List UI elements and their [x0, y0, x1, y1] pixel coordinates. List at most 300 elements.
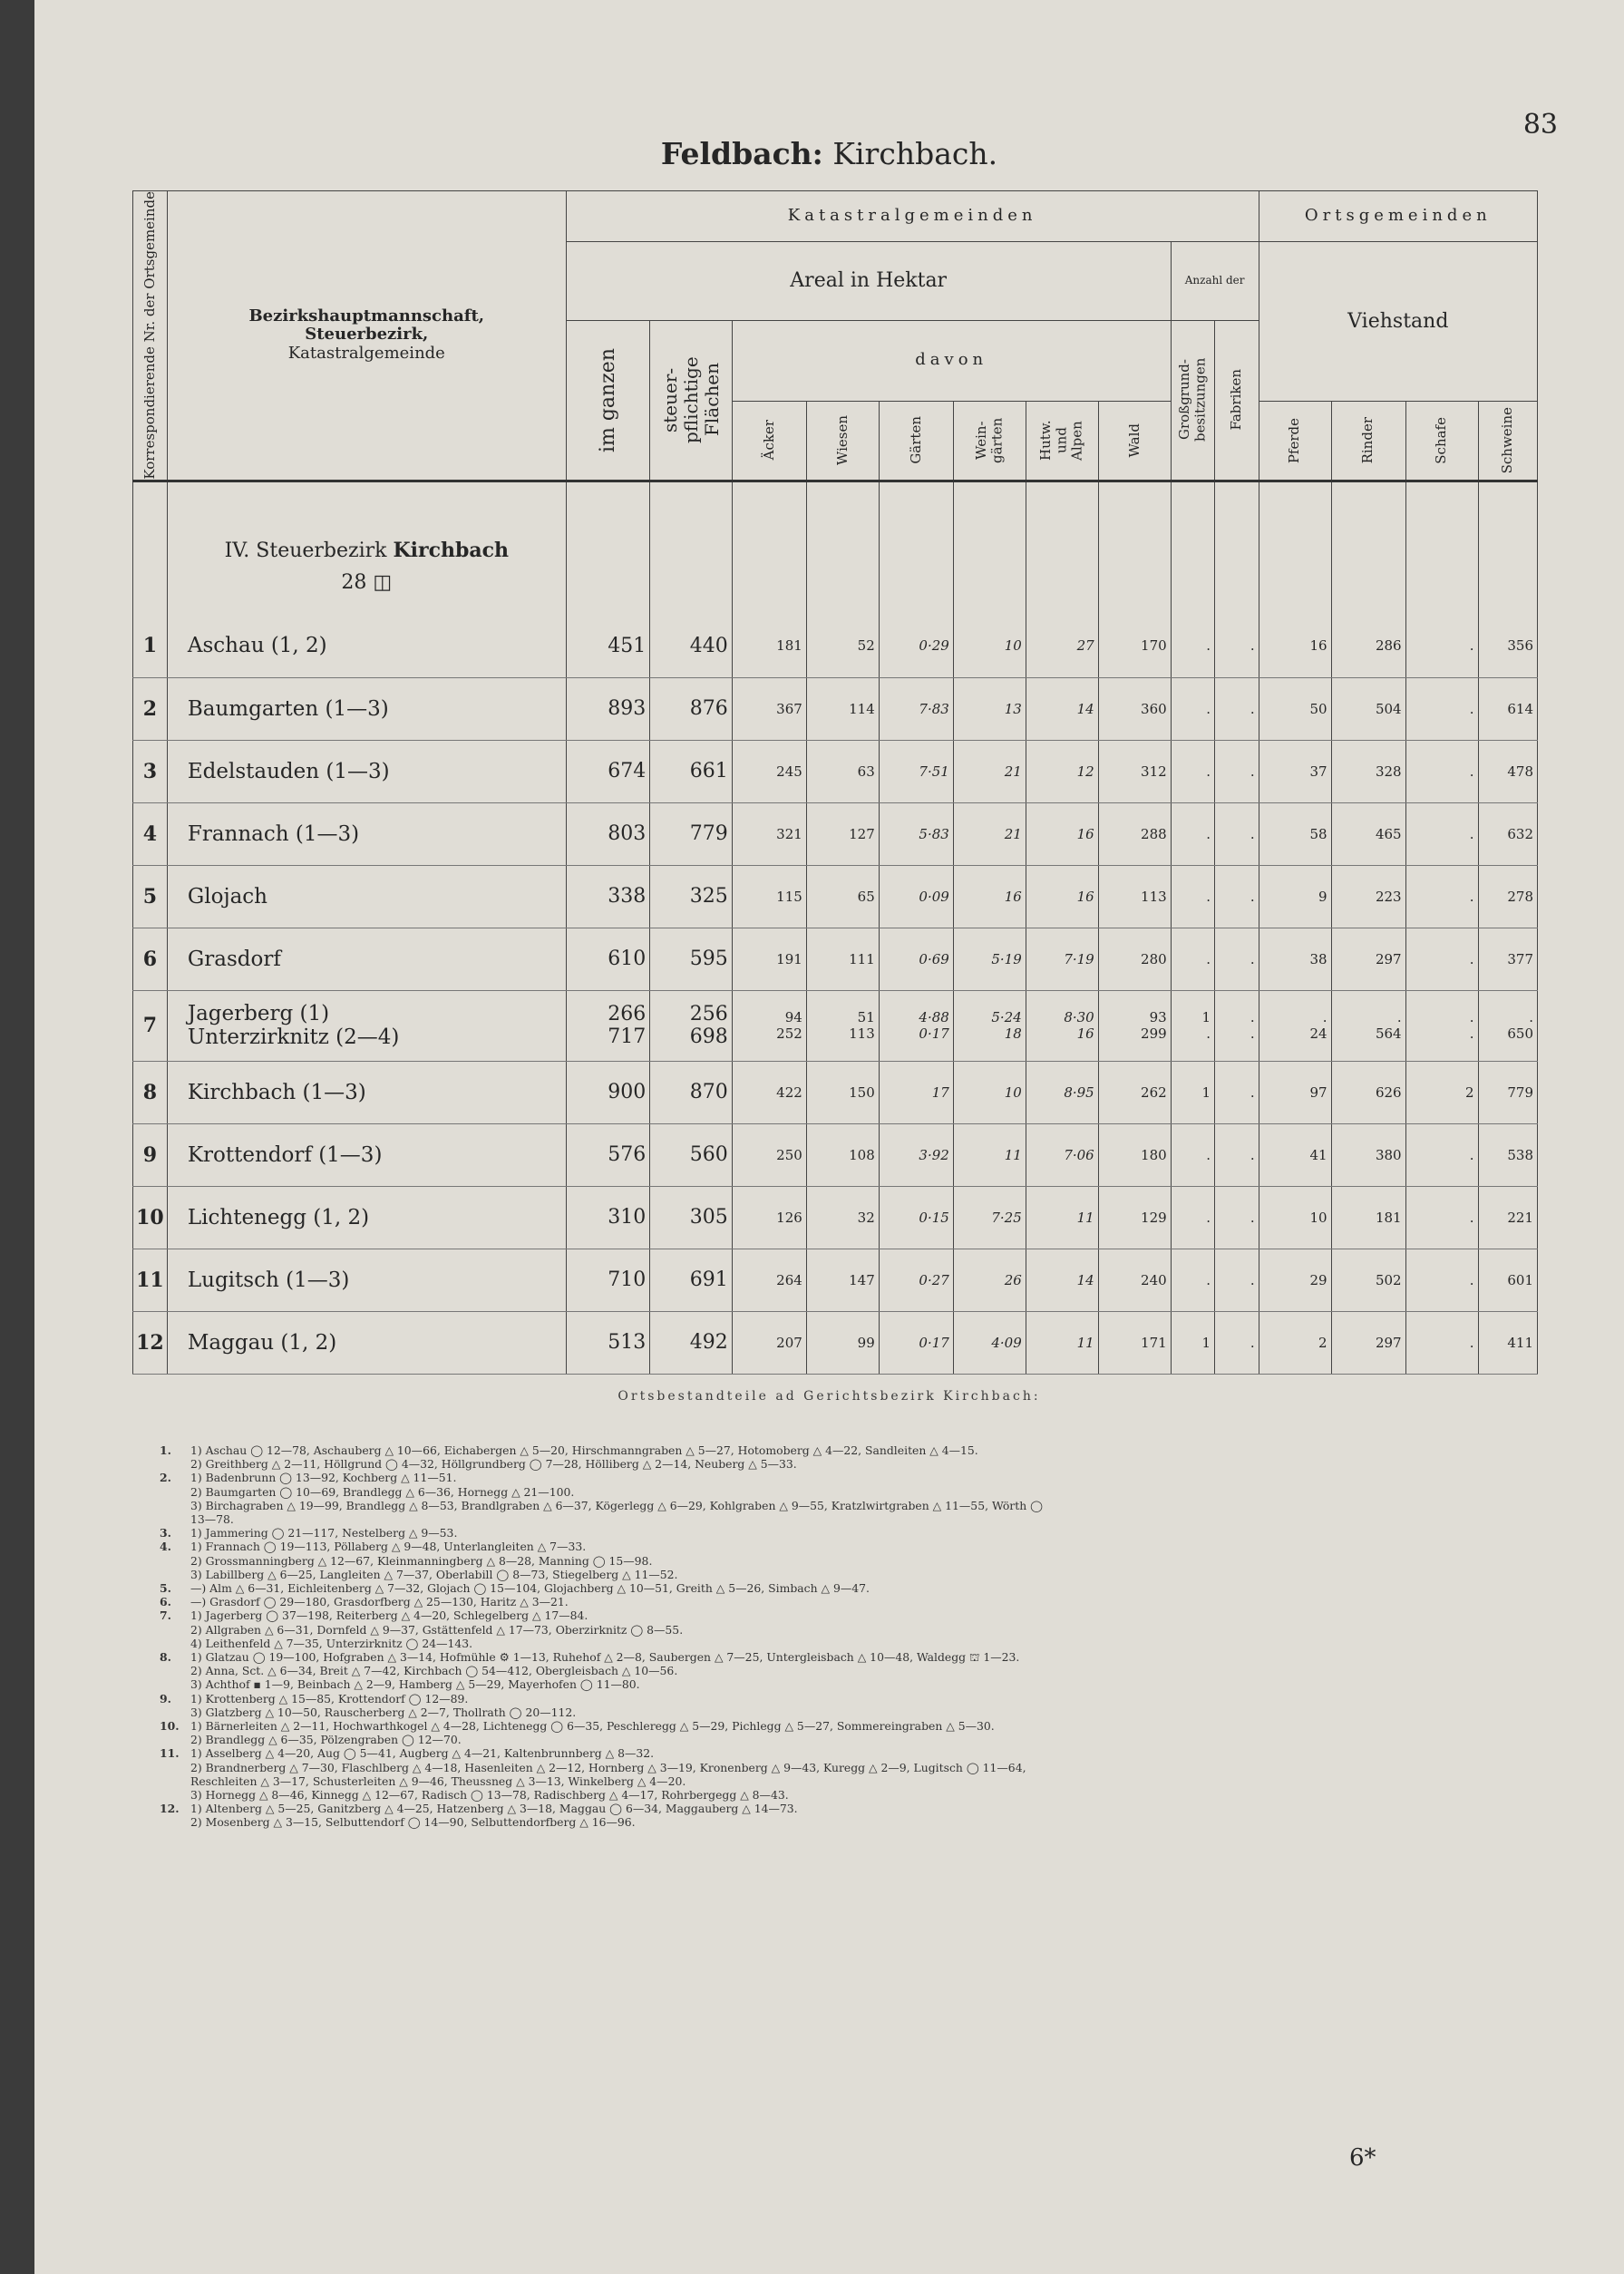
note-text: 3) Glatzberg △ 10—50, Rauscherberg △ 2—7, Thollrath ◯ 20—112.	[190, 1705, 577, 1719]
cell-hutw	[1026, 677, 1098, 740]
cell-value: .	[1206, 888, 1211, 905]
cell-fabr	[1215, 865, 1259, 928]
cell-total	[566, 1061, 650, 1123]
cell-value: 779	[1507, 1084, 1533, 1101]
cell-value: 0·17	[919, 1025, 949, 1043]
cell-value: .	[1529, 1009, 1533, 1026]
cell-schafe	[1405, 615, 1478, 677]
cell-value: 111	[849, 950, 875, 967]
cell-fabr	[1215, 1186, 1259, 1249]
cell-steuer	[650, 1123, 732, 1186]
cell-hutw	[1026, 1311, 1098, 1374]
cell-value: 240	[1141, 1271, 1167, 1288]
cell-wein	[953, 802, 1026, 865]
cell-schafe	[1405, 1061, 1478, 1123]
cell-value: .	[1206, 1271, 1211, 1288]
cell-value: 367	[776, 700, 802, 717]
cell-wein	[953, 740, 1026, 802]
page-footer: 6*	[1349, 2144, 1376, 2172]
cell-value: 13	[1004, 700, 1022, 717]
cell-schweine	[1478, 615, 1537, 677]
row-name	[167, 1123, 566, 1186]
cell-value: 614	[1507, 700, 1533, 717]
note-line	[160, 1664, 1529, 1677]
note-number: 12.	[160, 1802, 180, 1816]
cell-schafe	[1405, 677, 1478, 740]
cell-acker	[732, 1186, 806, 1249]
table-row	[133, 677, 1538, 740]
note-line	[160, 1443, 1529, 1457]
cell-value: 451	[608, 634, 647, 657]
cell-gross	[1171, 865, 1214, 928]
cell-value: 97	[1309, 1084, 1327, 1101]
cell-value: .	[1469, 1271, 1474, 1288]
cell-value: 113	[849, 1025, 875, 1043]
cell-value: 7·06	[1064, 1146, 1094, 1163]
cell-wiesen	[806, 740, 879, 802]
cell-value: .	[1469, 1146, 1474, 1163]
note-number	[160, 1623, 190, 1637]
scan-edge	[0, 0, 34, 2274]
cell-value: 717	[608, 1025, 647, 1049]
cell-value: 674	[608, 760, 647, 783]
cell-schweine	[1478, 802, 1537, 865]
title-district: Feldbach:	[660, 136, 823, 171]
row-index: 4	[133, 802, 168, 865]
section-row	[133, 481, 1538, 615]
cell-value: 650	[1507, 1025, 1533, 1043]
cell-wiesen	[806, 1311, 879, 1374]
cell-value: 181	[776, 637, 802, 655]
cell-gaerten	[879, 802, 953, 865]
cell-schafe	[1405, 865, 1478, 928]
cell-value: 0·15	[919, 1209, 949, 1226]
cell-total	[566, 1311, 650, 1374]
katastral-name: Kirchbach (1—3)	[187, 1080, 366, 1104]
cell-value: .	[1396, 1009, 1402, 1026]
row-name	[167, 865, 566, 928]
cell-rinder	[1331, 802, 1405, 865]
wald-header: Wald	[1098, 401, 1171, 481]
cell-schafe	[1405, 1186, 1478, 1249]
col-index-header: Korrespondierende Nr. der Ortsgemeinde	[133, 191, 168, 481]
note-text: 2) Baumgarten ◯ 10—69, Brandlegg △ 6—36, Hornegg △ 21—100.	[190, 1484, 575, 1499]
cell-pferde	[1259, 1311, 1331, 1374]
cell-value: .	[1250, 825, 1255, 842]
schweine-header: Schweine	[1478, 401, 1537, 481]
cell-gross	[1171, 677, 1214, 740]
cell-value: 207	[776, 1334, 802, 1351]
cell-steuer	[650, 1249, 732, 1311]
cell-value: 191	[776, 950, 802, 967]
cell-acker	[732, 1311, 806, 1374]
cell-wald	[1098, 677, 1171, 740]
cell-wiesen	[806, 928, 879, 990]
note-text: 1) Jammering ◯ 21—117, Nestelberg △ 9—53.	[190, 1526, 458, 1540]
cell-value: 2	[1465, 1084, 1474, 1101]
cell-schafe	[1405, 802, 1478, 865]
cell-gross	[1171, 1123, 1214, 1186]
note-number: 1.	[160, 1443, 171, 1457]
cell-value: 41	[1309, 1146, 1327, 1163]
cell-value: .	[1250, 950, 1255, 967]
page-number: 83	[1522, 109, 1558, 141]
cell-value: .	[1469, 825, 1474, 842]
anzahl-header: Anzahl der	[1171, 242, 1259, 321]
note-line	[160, 1637, 1529, 1650]
cell-value: 150	[849, 1084, 875, 1101]
cell-value: 12	[1076, 763, 1094, 780]
schafe-header: Schafe	[1405, 401, 1478, 481]
note-number	[160, 1664, 190, 1677]
cell-pferde	[1259, 802, 1331, 865]
cell-wald	[1098, 865, 1171, 928]
cell-value: 779	[689, 822, 728, 846]
row-index: 7	[133, 990, 168, 1061]
cell-value: 17	[931, 1084, 949, 1101]
cell-value: 280	[1141, 950, 1167, 967]
cell-value: 147	[849, 1271, 875, 1288]
cell-rinder	[1331, 1061, 1405, 1123]
cell-value: 465	[1375, 825, 1402, 842]
cell-value: .	[1206, 700, 1211, 717]
cell-value: 252	[776, 1025, 802, 1043]
note-text: 2) Allgraben △ 6—31, Dornfeld △ 9—37, Gstättenfeld △ 17—73, Oberzirknitz ◯ 8—55.	[190, 1622, 684, 1637]
cell-total	[566, 1249, 650, 1311]
cell-fabr	[1215, 740, 1259, 802]
cell-value: 8·30	[1064, 1009, 1094, 1026]
cell-value: 10	[1309, 1209, 1327, 1226]
cell-value: 411	[1507, 1334, 1533, 1351]
note-number	[160, 1457, 190, 1471]
cell-value: 63	[857, 763, 875, 780]
cell-value: 0·27	[919, 1271, 949, 1288]
cell-value: 250	[776, 1146, 802, 1163]
hutweide-header: Hutw. und Alpen	[1026, 401, 1098, 481]
viehstand-header: Viehstand	[1259, 242, 1537, 402]
cell-value: 16	[1076, 888, 1094, 905]
cell-rinder	[1331, 928, 1405, 990]
cell-value: 180	[1141, 1146, 1167, 1163]
note-text: 3) Labillberg △ 6—25, Langleiten △ 7—37, Oberlabill ◯ 8—73, Stiegelberg △ 11—52.	[190, 1567, 678, 1581]
cell-total	[566, 1123, 650, 1186]
cell-rinder	[1331, 740, 1405, 802]
note-number: 7.	[160, 1608, 171, 1623]
cell-value: 876	[689, 697, 728, 721]
cell-value: 278	[1507, 888, 1533, 905]
note-text: 1) Frannach ◯ 19—113, Pöllaberg △ 9—48, Unterlangleiten △ 7—33.	[190, 1540, 587, 1554]
note-number	[160, 1568, 190, 1581]
cell-pferde	[1259, 1123, 1331, 1186]
cell-value: 297	[1375, 1334, 1402, 1351]
cell-fabr	[1215, 928, 1259, 990]
note-text: 13—78.	[190, 1512, 234, 1527]
table-row	[133, 990, 1538, 1061]
note-text: 2) Brandlegg △ 6—35, Pölzengraben ◯ 12—70.	[190, 1733, 462, 1747]
cell-total	[566, 990, 650, 1061]
table-row	[133, 802, 1538, 865]
cell-pferde	[1259, 615, 1331, 677]
note-line	[160, 1677, 1529, 1691]
cell-acker	[732, 802, 806, 865]
cell-value: 492	[689, 1331, 728, 1355]
cell-value: 440	[689, 634, 728, 657]
cell-gaerten	[879, 1061, 953, 1123]
table-row	[133, 865, 1538, 928]
cell-value: 93	[1149, 1009, 1167, 1026]
cell-value: 610	[608, 948, 647, 971]
im-ganzen-header: im ganzen	[566, 320, 650, 481]
table-row	[133, 615, 1538, 677]
cell-value: 299	[1141, 1025, 1167, 1043]
cell-value: 893	[608, 697, 647, 721]
cell-acker	[732, 1123, 806, 1186]
cell-value: 24	[1309, 1025, 1327, 1043]
katastral-header: Katastralgemeinden	[566, 191, 1259, 242]
row-index: 1	[133, 615, 168, 677]
cell-value: .	[1469, 700, 1474, 717]
cell-value: 0·17	[919, 1334, 949, 1351]
cell-gaerten	[879, 1249, 953, 1311]
cell-value: 16	[1076, 825, 1094, 842]
cell-value: 37	[1309, 763, 1327, 780]
cell-value: 595	[689, 948, 728, 971]
note-number	[160, 1677, 190, 1691]
cell-value: 691	[689, 1268, 728, 1292]
cell-wiesen	[806, 677, 879, 740]
cell-value: 10	[1004, 637, 1022, 655]
cell-value: 58	[1309, 825, 1327, 842]
table-row	[133, 740, 1538, 802]
cell-value: 513	[608, 1331, 647, 1355]
cell-pferde	[1259, 1186, 1331, 1249]
cell-value: 338	[608, 885, 647, 909]
table-row	[133, 1249, 1538, 1311]
cell-gaerten	[879, 1123, 953, 1186]
cell-steuer	[650, 802, 732, 865]
note-line	[160, 1512, 1529, 1526]
cell-value: 266	[608, 1003, 647, 1026]
cell-wald	[1098, 1061, 1171, 1123]
cell-value: .	[1469, 1025, 1474, 1043]
cell-pferde	[1259, 928, 1331, 990]
katastral-name: Lugitsch (1—3)	[187, 1268, 350, 1292]
row-index: 6	[133, 928, 168, 990]
note-number: 10.	[160, 1719, 180, 1734]
cell-value: 803	[608, 822, 647, 846]
cell-pferde	[1259, 740, 1331, 802]
cell-value: .	[1206, 1146, 1211, 1163]
cell-wiesen	[806, 990, 879, 1061]
cell-steuer	[650, 615, 732, 677]
cell-value: 5·19	[991, 950, 1022, 967]
cell-rinder	[1331, 615, 1405, 677]
cell-pferde	[1259, 677, 1331, 740]
cell-total	[566, 865, 650, 928]
cell-value: 94	[784, 1009, 802, 1026]
cell-value: 900	[608, 1081, 647, 1104]
row-name	[167, 1311, 566, 1374]
note-number	[160, 1761, 190, 1774]
davon-header: davon	[732, 320, 1171, 401]
note-line	[160, 1471, 1529, 1484]
note-line	[160, 1692, 1529, 1706]
cell-value: 502	[1375, 1271, 1402, 1288]
cell-value: 221	[1507, 1209, 1533, 1226]
cell-value: 7·83	[919, 700, 949, 717]
cell-value: 661	[689, 760, 728, 783]
cell-value: 710	[608, 1268, 647, 1292]
cell-total	[566, 740, 650, 802]
cell-value: 3·92	[919, 1146, 949, 1163]
cell-value: .	[1469, 950, 1474, 967]
note-text: 3) Hornegg △ 8—46, Kinnegg △ 12—67, Radisch ◯ 13—78, Radischberg △ 4—17, Rohrbergegg △ 8—43.	[190, 1788, 789, 1803]
cell-value: .	[1250, 1146, 1255, 1163]
cell-hutw	[1026, 1061, 1098, 1123]
cell-value: 360	[1141, 700, 1167, 717]
cell-value: .	[1206, 1209, 1211, 1226]
note-text: 2) Greithberg △ 2—11, Höllgrund ◯ 4—32, Höllgrundberg ◯ 7—28, Hölliberg △ 2—14, Neuberg △ 5—33.	[190, 1457, 797, 1472]
cell-rinder	[1331, 990, 1405, 1061]
cell-value: 264	[776, 1271, 802, 1288]
cell-gross	[1171, 1186, 1214, 1249]
cell-value: 1	[1201, 1009, 1211, 1026]
katastral-name: Baumgarten (1—3)	[187, 696, 389, 721]
row-index: 5	[133, 865, 168, 928]
note-line	[160, 1733, 1529, 1746]
cell-fabr	[1215, 1061, 1259, 1123]
cell-value: 286	[1375, 637, 1402, 655]
cell-value: 245	[776, 763, 802, 780]
cell-wiesen	[806, 615, 879, 677]
note-text: 2) Brandnerberg △ 7—30, Flaschlberg △ 4—18, Hasenleiten △ 2—12, Hornberg △ 3—19, Kronenberg △ 9—43, Kuregg △ 2—9, Lugitsch ◯ 11—64,	[190, 1760, 1026, 1774]
cell-schweine	[1478, 1123, 1537, 1186]
note-number	[160, 1774, 190, 1788]
cell-value: .	[1469, 763, 1474, 780]
note-number: 4.	[160, 1540, 171, 1554]
cell-value: .	[1206, 763, 1211, 780]
note-line	[160, 1650, 1529, 1664]
cell-wein	[953, 677, 1026, 740]
cell-value: 99	[857, 1334, 875, 1351]
cell-value: 171	[1141, 1334, 1167, 1351]
cell-schafe	[1405, 1311, 1478, 1374]
cell-pferde	[1259, 865, 1331, 928]
cell-value: 310	[608, 1206, 647, 1229]
cell-acker	[732, 865, 806, 928]
cell-value: .	[1206, 637, 1211, 655]
cell-value: .	[1250, 1209, 1255, 1226]
note-number	[160, 1554, 190, 1568]
note-number	[160, 1512, 190, 1526]
cell-steuer	[650, 1061, 732, 1123]
row-index: 9	[133, 1123, 168, 1186]
cell-total	[566, 677, 650, 740]
row-index: 3	[133, 740, 168, 802]
row-index: 2	[133, 677, 168, 740]
cell-acker	[732, 1249, 806, 1311]
cell-value: 50	[1309, 700, 1327, 717]
cell-value: 262	[1141, 1084, 1167, 1101]
cell-value: 1	[1201, 1084, 1211, 1101]
note-text: 1) Krottenberg △ 15—85, Krottendorf ◯ 12—89.	[190, 1691, 469, 1706]
note-line	[160, 1761, 1529, 1774]
cell-value: 4·88	[919, 1009, 949, 1026]
note-text: 3) Birchagraben △ 19—99, Brandlegg △ 8—53, Brandlgraben △ 6—37, Kögerlegg △ 6—29, Kohlgraben △ 9—55, Kratzlwirtgraben △ 11—55, Wörth ◯	[190, 1498, 1043, 1512]
cell-value: .	[1206, 950, 1211, 967]
table-row	[133, 1123, 1538, 1186]
cell-value: 321	[776, 825, 802, 842]
cell-value: 170	[1141, 637, 1167, 655]
rinder-header: Rinder	[1331, 401, 1405, 481]
cell-value: 8·95	[1064, 1084, 1094, 1101]
cell-fabr	[1215, 1123, 1259, 1186]
fabriken-header: Fabriken	[1215, 320, 1259, 481]
note-line	[160, 1802, 1529, 1815]
cell-value: 356	[1507, 637, 1533, 655]
cell-schafe	[1405, 928, 1478, 990]
cell-gaerten	[879, 677, 953, 740]
steuer-header: steuer-pflichtige Flächen	[650, 320, 732, 481]
cell-acker	[732, 1061, 806, 1123]
cell-value: .	[1469, 1334, 1474, 1351]
row-name	[167, 928, 566, 990]
katastral-name: Jagerberg (1)	[187, 1002, 330, 1026]
cell-gross	[1171, 1249, 1214, 1311]
note-number	[160, 1733, 190, 1746]
note-text: 1) Bärnerleiten △ 2—11, Hochwarthkogel △ 4—28, Lichtenegg ◯ 6—35, Peschleregg △ 5—29, Pichlegg △ 5—27, Sommereingraben △ 5—30.	[190, 1719, 995, 1734]
cell-gaerten	[879, 740, 953, 802]
note-number: 11.	[160, 1746, 180, 1761]
cell-value: 380	[1375, 1146, 1402, 1163]
cell-value: 51	[857, 1009, 875, 1026]
cell-acker	[732, 928, 806, 990]
note-text: —) Grasdorf ◯ 29—180, Grasdorfberg △ 25—130, Haritz △ 3—21.	[190, 1595, 569, 1609]
table-row	[133, 1186, 1538, 1249]
cell-wein	[953, 1249, 1026, 1311]
cell-value: 108	[849, 1146, 875, 1163]
cell-schafe	[1405, 1123, 1478, 1186]
cell-schweine	[1478, 1249, 1537, 1311]
cell-wald	[1098, 1186, 1171, 1249]
section-heading: IV. Steuerbezirk Kirchbach 28 ◫	[167, 481, 566, 615]
cell-value: 576	[608, 1143, 647, 1167]
cell-value: .	[1250, 1009, 1255, 1026]
cell-value: 256	[689, 1003, 728, 1026]
notes-title: Ortsbestandteile ad Gerichtsbezirk Kirchbach:	[618, 1389, 1041, 1404]
note-line	[160, 1581, 1529, 1595]
cell-fabr	[1215, 802, 1259, 865]
col-name-header: Bezirkshauptmannschaft, Steuerbezirk, Katastralgemeinde	[167, 191, 566, 481]
cell-rinder	[1331, 865, 1405, 928]
note-line	[160, 1540, 1529, 1553]
cell-value: 312	[1141, 763, 1167, 780]
note-text: 1) Jagerberg ◯ 37—198, Reiterberg △ 4—20, Schlegelberg △ 17—84.	[190, 1608, 588, 1623]
note-number: 3.	[160, 1526, 171, 1540]
note-line	[160, 1623, 1529, 1637]
note-text: 2) Mosenberg △ 3—15, Selbuttendorf ◯ 14—90, Selbuttendorfberg △ 16—96.	[190, 1815, 636, 1830]
cell-wald	[1098, 1311, 1171, 1374]
cell-value: 29	[1309, 1271, 1327, 1288]
cell-value: 538	[1507, 1146, 1533, 1163]
cell-value: .	[1469, 1009, 1474, 1026]
note-text: 1) Altenberg △ 5—25, Ganitzberg △ 4—25, Hatzenberg △ 3—18, Maggau ◯ 6—34, Maggauberg △ 14—73.	[190, 1802, 798, 1816]
cell-value: 0·09	[919, 888, 949, 905]
katastral-name: Glojach	[187, 884, 267, 909]
cell-fabr	[1215, 990, 1259, 1061]
row-index: 8	[133, 1061, 168, 1123]
cell-gross	[1171, 928, 1214, 990]
